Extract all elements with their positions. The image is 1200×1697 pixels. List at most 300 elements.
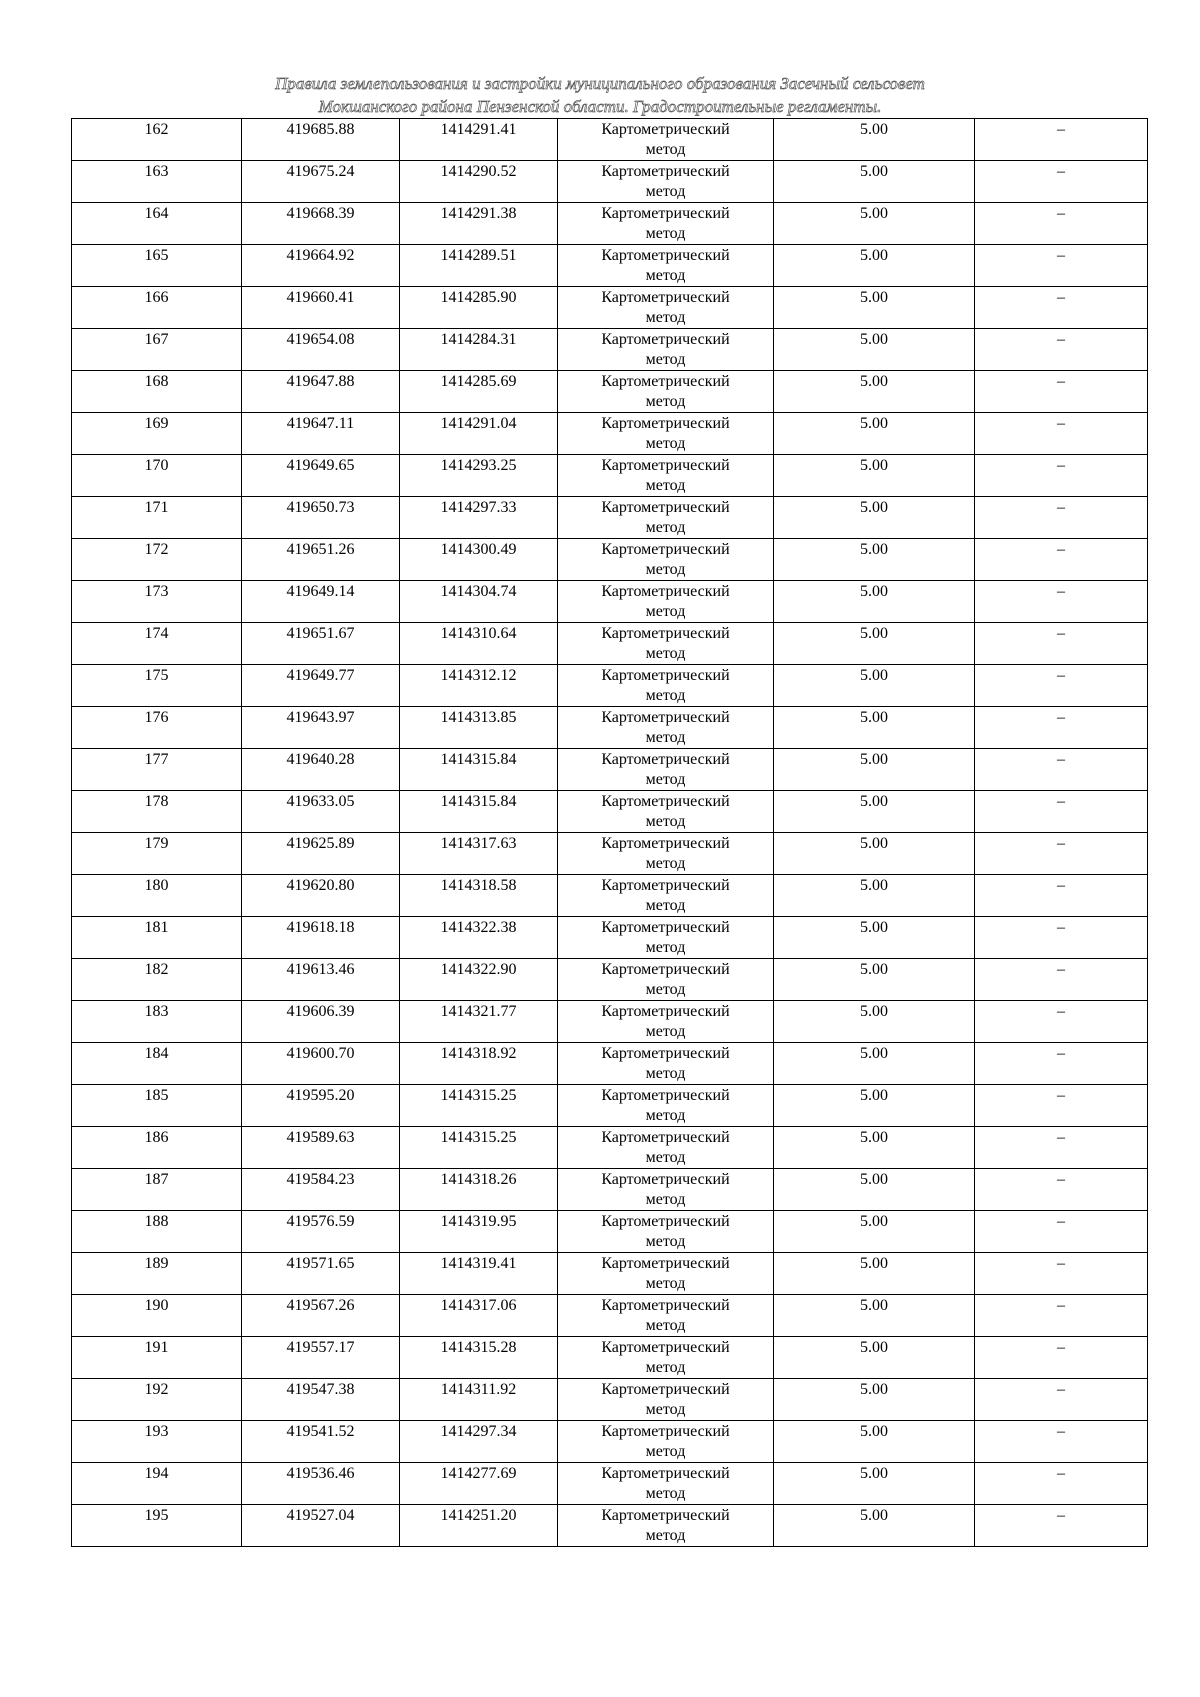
description-cell: –	[975, 539, 1148, 581]
method-line-1: Картометрический	[601, 1003, 730, 1020]
x-coordinate-cell: 419668.39	[242, 203, 400, 245]
x-coordinate-cell: 419647.11	[242, 413, 400, 455]
x-coordinate-cell: 419595.20	[242, 1085, 400, 1127]
accuracy-cell: 5.00	[774, 1379, 975, 1421]
method-line-1: Картометрический	[601, 1339, 730, 1356]
table-row	[72, 1043, 1148, 1085]
table-row	[72, 287, 1148, 329]
method-line-2: метод	[645, 1443, 686, 1460]
method-line-2: метод	[645, 1527, 686, 1544]
method-line-1: Картометрический	[601, 457, 730, 474]
method-line-2: метод	[645, 1149, 686, 1166]
accuracy-cell: 5.00	[774, 749, 975, 791]
table-row	[72, 1169, 1148, 1211]
method-line-2: метод	[645, 351, 686, 368]
y-coordinate-cell: 1414318.26	[400, 1169, 558, 1211]
table-row	[72, 1505, 1148, 1547]
description-cell: –	[975, 623, 1148, 665]
x-coordinate-cell: 419547.38	[242, 1379, 400, 1421]
method-cell	[558, 413, 774, 455]
accuracy-cell: 5.00	[774, 1463, 975, 1505]
method-cell	[558, 1211, 774, 1253]
y-coordinate-cell: 1414315.84	[400, 749, 558, 791]
description-cell: –	[975, 749, 1148, 791]
table-row	[72, 539, 1148, 581]
method-line-1: Картометрический	[601, 1213, 730, 1230]
method-cell	[558, 1085, 774, 1127]
y-coordinate-cell: 1414293.25	[400, 455, 558, 497]
point-number-cell: 168	[72, 371, 242, 413]
y-coordinate-cell: 1414297.34	[400, 1421, 558, 1463]
accuracy-cell: 5.00	[774, 1505, 975, 1547]
method-line-2: метод	[645, 729, 686, 746]
method-cell	[558, 665, 774, 707]
method-line-1: Картометрический	[601, 751, 730, 768]
method-line-2: метод	[645, 897, 686, 914]
accuracy-cell: 5.00	[774, 203, 975, 245]
point-number-cell: 189	[72, 1253, 242, 1295]
method-cell	[558, 539, 774, 581]
y-coordinate-cell: 1414289.51	[400, 245, 558, 287]
accuracy-cell: 5.00	[774, 455, 975, 497]
y-coordinate-cell: 1414291.04	[400, 413, 558, 455]
accuracy-cell: 5.00	[774, 371, 975, 413]
description-cell: –	[975, 161, 1148, 203]
description-cell: –	[975, 497, 1148, 539]
page-header	[0, 72, 1200, 118]
method-line-1: Картометрический	[601, 709, 730, 726]
x-coordinate-cell: 419647.88	[242, 371, 400, 413]
accuracy-cell: 5.00	[774, 1337, 975, 1379]
x-coordinate-cell: 419541.52	[242, 1421, 400, 1463]
method-cell	[558, 1001, 774, 1043]
y-coordinate-cell: 1414321.77	[400, 1001, 558, 1043]
description-cell: –	[975, 1043, 1148, 1085]
table-row	[72, 1295, 1148, 1337]
method-line-2: метод	[645, 477, 686, 494]
x-coordinate-cell: 419664.92	[242, 245, 400, 287]
method-line-1: Картометрический	[601, 499, 730, 516]
x-coordinate-cell: 419576.59	[242, 1211, 400, 1253]
x-coordinate-cell: 419527.04	[242, 1505, 400, 1547]
x-coordinate-cell: 419613.46	[242, 959, 400, 1001]
description-cell: –	[975, 1169, 1148, 1211]
method-cell	[558, 1337, 774, 1379]
method-cell	[558, 287, 774, 329]
method-cell	[558, 1379, 774, 1421]
description-cell: –	[975, 1211, 1148, 1253]
method-cell	[558, 749, 774, 791]
method-line-1: Картометрический	[601, 163, 730, 180]
method-line-1: Картометрический	[601, 583, 730, 600]
method-line-1: Картометрический	[601, 835, 730, 852]
method-cell	[558, 203, 774, 245]
point-number-cell: 177	[72, 749, 242, 791]
x-coordinate-cell: 419589.63	[242, 1127, 400, 1169]
x-coordinate-cell: 419584.23	[242, 1169, 400, 1211]
y-coordinate-cell: 1414312.12	[400, 665, 558, 707]
y-coordinate-cell: 1414300.49	[400, 539, 558, 581]
description-cell: –	[975, 833, 1148, 875]
method-line-2: метод	[645, 645, 686, 662]
table-row	[72, 1085, 1148, 1127]
y-coordinate-cell: 1414277.69	[400, 1463, 558, 1505]
description-cell: –	[975, 791, 1148, 833]
accuracy-cell: 5.00	[774, 959, 975, 1001]
method-line-1: Картометрический	[601, 205, 730, 222]
method-cell	[558, 833, 774, 875]
method-line-1: Картометрический	[601, 961, 730, 978]
description-cell: –	[975, 1085, 1148, 1127]
table-row	[72, 581, 1148, 623]
method-cell	[558, 959, 774, 1001]
x-coordinate-cell: 419536.46	[242, 1463, 400, 1505]
table-row	[72, 329, 1148, 371]
description-cell: –	[975, 455, 1148, 497]
table-row	[72, 665, 1148, 707]
table-row	[72, 875, 1148, 917]
method-line-2: метод	[645, 939, 686, 956]
method-cell	[558, 1043, 774, 1085]
point-number-cell: 179	[72, 833, 242, 875]
method-line-2: метод	[645, 1401, 686, 1418]
y-coordinate-cell: 1414290.52	[400, 161, 558, 203]
y-coordinate-cell: 1414311.92	[400, 1379, 558, 1421]
y-coordinate-cell: 1414310.64	[400, 623, 558, 665]
method-cell	[558, 329, 774, 371]
method-cell	[558, 1127, 774, 1169]
method-line-2: метод	[645, 435, 686, 452]
method-cell	[558, 875, 774, 917]
method-line-1: Картометрический	[601, 247, 730, 264]
table-row	[72, 1463, 1148, 1505]
x-coordinate-cell: 419567.26	[242, 1295, 400, 1337]
method-line-1: Картометрический	[601, 541, 730, 558]
point-number-cell: 191	[72, 1337, 242, 1379]
method-line-1: Картометрический	[601, 1045, 730, 1062]
method-line-1: Картометрический	[601, 415, 730, 432]
point-number-cell: 188	[72, 1211, 242, 1253]
method-line-1: Картометрический	[601, 1507, 730, 1524]
header-line-2: Мокшанского района Пензенской области. Градостроительные регламенты.	[318, 97, 882, 116]
method-line-1: Картометрический	[601, 667, 730, 684]
table-row	[72, 1253, 1148, 1295]
method-cell	[558, 455, 774, 497]
point-number-cell: 163	[72, 161, 242, 203]
point-number-cell: 170	[72, 455, 242, 497]
point-number-cell: 162	[72, 119, 242, 161]
method-line-2: метод	[645, 225, 686, 242]
method-line-2: метод	[645, 1107, 686, 1124]
point-number-cell: 194	[72, 1463, 242, 1505]
y-coordinate-cell: 1414317.63	[400, 833, 558, 875]
method-line-1: Картометрический	[601, 289, 730, 306]
description-cell: –	[975, 1001, 1148, 1043]
accuracy-cell: 5.00	[774, 1085, 975, 1127]
method-cell	[558, 1169, 774, 1211]
y-coordinate-cell: 1414319.41	[400, 1253, 558, 1295]
y-coordinate-cell: 1414291.41	[400, 119, 558, 161]
table-row	[72, 1421, 1148, 1463]
description-cell: –	[975, 1505, 1148, 1547]
y-coordinate-cell: 1414304.74	[400, 581, 558, 623]
x-coordinate-cell: 419633.05	[242, 791, 400, 833]
y-coordinate-cell: 1414285.90	[400, 287, 558, 329]
point-number-cell: 175	[72, 665, 242, 707]
description-cell: –	[975, 1421, 1148, 1463]
method-line-1: Картометрический	[601, 1423, 730, 1440]
accuracy-cell: 5.00	[774, 833, 975, 875]
method-line-2: метод	[645, 183, 686, 200]
table-row	[72, 203, 1148, 245]
method-cell	[558, 497, 774, 539]
x-coordinate-cell: 419606.39	[242, 1001, 400, 1043]
method-cell	[558, 245, 774, 287]
y-coordinate-cell: 1414315.28	[400, 1337, 558, 1379]
method-cell	[558, 119, 774, 161]
x-coordinate-cell: 419571.65	[242, 1253, 400, 1295]
table-row	[72, 455, 1148, 497]
table-row	[72, 413, 1148, 455]
x-coordinate-cell: 419600.70	[242, 1043, 400, 1085]
method-line-1: Картометрический	[601, 1255, 730, 1272]
method-line-2: метод	[645, 1233, 686, 1250]
point-number-cell: 167	[72, 329, 242, 371]
method-line-2: метод	[645, 771, 686, 788]
table-row	[72, 1127, 1148, 1169]
method-line-1: Картометрический	[601, 1297, 730, 1314]
y-coordinate-cell: 1414319.95	[400, 1211, 558, 1253]
description-cell: –	[975, 329, 1148, 371]
method-line-1: Картометрический	[601, 1381, 730, 1398]
method-line-1: Картометрический	[601, 625, 730, 642]
method-line-2: метод	[645, 561, 686, 578]
coordinates-table	[71, 118, 1148, 1547]
table-row	[72, 833, 1148, 875]
method-line-2: метод	[645, 603, 686, 620]
method-line-2: метод	[645, 813, 686, 830]
method-cell	[558, 707, 774, 749]
method-line-2: метод	[645, 1485, 686, 1502]
x-coordinate-cell: 419649.14	[242, 581, 400, 623]
accuracy-cell: 5.00	[774, 1211, 975, 1253]
accuracy-cell: 5.00	[774, 329, 975, 371]
description-cell: –	[975, 203, 1148, 245]
accuracy-cell: 5.00	[774, 1001, 975, 1043]
accuracy-cell: 5.00	[774, 1253, 975, 1295]
description-cell: –	[975, 917, 1148, 959]
method-line-1: Картометрический	[601, 877, 730, 894]
method-line-2: метод	[645, 981, 686, 998]
x-coordinate-cell: 419625.89	[242, 833, 400, 875]
method-cell	[558, 917, 774, 959]
accuracy-cell: 5.00	[774, 1127, 975, 1169]
method-cell	[558, 623, 774, 665]
accuracy-cell: 5.00	[774, 413, 975, 455]
table-row	[72, 707, 1148, 749]
method-line-2: метод	[645, 309, 686, 326]
table-row	[72, 119, 1148, 161]
x-coordinate-cell: 419654.08	[242, 329, 400, 371]
accuracy-cell: 5.00	[774, 497, 975, 539]
method-cell	[558, 1463, 774, 1505]
point-number-cell: 166	[72, 287, 242, 329]
x-coordinate-cell: 419557.17	[242, 1337, 400, 1379]
y-coordinate-cell: 1414318.58	[400, 875, 558, 917]
x-coordinate-cell: 419649.65	[242, 455, 400, 497]
point-number-cell: 176	[72, 707, 242, 749]
point-number-cell: 165	[72, 245, 242, 287]
point-number-cell: 178	[72, 791, 242, 833]
point-number-cell: 171	[72, 497, 242, 539]
table-row	[72, 917, 1148, 959]
accuracy-cell: 5.00	[774, 917, 975, 959]
method-line-2: метод	[645, 1191, 686, 1208]
method-line-1: Картометрический	[601, 331, 730, 348]
description-cell: –	[975, 1295, 1148, 1337]
method-line-2: метод	[645, 1317, 686, 1334]
method-cell	[558, 1295, 774, 1337]
method-cell	[558, 581, 774, 623]
y-coordinate-cell: 1414315.25	[400, 1085, 558, 1127]
point-number-cell: 186	[72, 1127, 242, 1169]
method-line-1: Картометрический	[601, 1465, 730, 1482]
point-number-cell: 184	[72, 1043, 242, 1085]
method-line-1: Картометрический	[601, 373, 730, 390]
y-coordinate-cell: 1414284.31	[400, 329, 558, 371]
method-line-2: метод	[645, 141, 686, 158]
method-line-2: метод	[645, 1023, 686, 1040]
x-coordinate-cell: 419649.77	[242, 665, 400, 707]
method-cell	[558, 1421, 774, 1463]
point-number-cell: 195	[72, 1505, 242, 1547]
accuracy-cell: 5.00	[774, 1043, 975, 1085]
description-cell: –	[975, 119, 1148, 161]
x-coordinate-cell: 419620.80	[242, 875, 400, 917]
accuracy-cell: 5.00	[774, 623, 975, 665]
y-coordinate-cell: 1414315.25	[400, 1127, 558, 1169]
description-cell: –	[975, 245, 1148, 287]
point-number-cell: 192	[72, 1379, 242, 1421]
point-number-cell: 183	[72, 1001, 242, 1043]
table-row	[72, 1001, 1148, 1043]
point-number-cell: 180	[72, 875, 242, 917]
method-line-2: метод	[645, 1275, 686, 1292]
table-row	[72, 959, 1148, 1001]
point-number-cell: 181	[72, 917, 242, 959]
y-coordinate-cell: 1414322.90	[400, 959, 558, 1001]
table-row	[72, 1379, 1148, 1421]
x-coordinate-cell: 419685.88	[242, 119, 400, 161]
point-number-cell: 187	[72, 1169, 242, 1211]
x-coordinate-cell: 419650.73	[242, 497, 400, 539]
point-number-cell: 182	[72, 959, 242, 1001]
accuracy-cell: 5.00	[774, 245, 975, 287]
x-coordinate-cell: 419651.26	[242, 539, 400, 581]
description-cell: –	[975, 287, 1148, 329]
coordinates-table-body	[72, 119, 1148, 1547]
x-coordinate-cell: 419640.28	[242, 749, 400, 791]
y-coordinate-cell: 1414285.69	[400, 371, 558, 413]
method-line-1: Картометрический	[601, 1129, 730, 1146]
x-coordinate-cell: 419660.41	[242, 287, 400, 329]
accuracy-cell: 5.00	[774, 119, 975, 161]
description-cell: –	[975, 875, 1148, 917]
point-number-cell: 172	[72, 539, 242, 581]
method-line-2: метод	[645, 687, 686, 704]
description-cell: –	[975, 1379, 1148, 1421]
accuracy-cell: 5.00	[774, 875, 975, 917]
y-coordinate-cell: 1414317.06	[400, 1295, 558, 1337]
point-number-cell: 164	[72, 203, 242, 245]
method-line-1: Картометрический	[601, 121, 730, 138]
point-number-cell: 173	[72, 581, 242, 623]
method-line-2: метод	[645, 855, 686, 872]
description-cell: –	[975, 1253, 1148, 1295]
table-row	[72, 161, 1148, 203]
description-cell: –	[975, 707, 1148, 749]
description-cell: –	[975, 959, 1148, 1001]
accuracy-cell: 5.00	[774, 287, 975, 329]
y-coordinate-cell: 1414291.38	[400, 203, 558, 245]
method-line-2: метод	[645, 267, 686, 284]
method-line-1: Картометрический	[601, 793, 730, 810]
method-cell	[558, 371, 774, 413]
accuracy-cell: 5.00	[774, 1169, 975, 1211]
accuracy-cell: 5.00	[774, 581, 975, 623]
description-cell: –	[975, 581, 1148, 623]
accuracy-cell: 5.00	[774, 791, 975, 833]
table-row	[72, 371, 1148, 413]
table-row	[72, 1337, 1148, 1379]
accuracy-cell: 5.00	[774, 161, 975, 203]
point-number-cell: 193	[72, 1421, 242, 1463]
x-coordinate-cell: 419651.67	[242, 623, 400, 665]
header-line-1: Правила землепользования и застройки муниципального образования Засечный сельсовет	[275, 74, 925, 93]
accuracy-cell: 5.00	[774, 707, 975, 749]
method-line-1: Картометрический	[601, 1087, 730, 1104]
table-row	[72, 749, 1148, 791]
accuracy-cell: 5.00	[774, 1295, 975, 1337]
y-coordinate-cell: 1414322.38	[400, 917, 558, 959]
table-row	[72, 245, 1148, 287]
method-cell	[558, 1253, 774, 1295]
table-row	[72, 791, 1148, 833]
x-coordinate-cell: 419675.24	[242, 161, 400, 203]
point-number-cell: 185	[72, 1085, 242, 1127]
description-cell: –	[975, 1337, 1148, 1379]
y-coordinate-cell: 1414313.85	[400, 707, 558, 749]
description-cell: –	[975, 371, 1148, 413]
y-coordinate-cell: 1414297.33	[400, 497, 558, 539]
method-cell	[558, 791, 774, 833]
description-cell: –	[975, 1463, 1148, 1505]
method-line-1: Картометрический	[601, 919, 730, 936]
point-number-cell: 174	[72, 623, 242, 665]
description-cell: –	[975, 1127, 1148, 1169]
accuracy-cell: 5.00	[774, 665, 975, 707]
x-coordinate-cell: 419618.18	[242, 917, 400, 959]
method-line-2: метод	[645, 519, 686, 536]
description-cell: –	[975, 665, 1148, 707]
method-line-2: метод	[645, 1359, 686, 1376]
y-coordinate-cell: 1414318.92	[400, 1043, 558, 1085]
table-row	[72, 623, 1148, 665]
accuracy-cell: 5.00	[774, 1421, 975, 1463]
table-row	[72, 1211, 1148, 1253]
point-number-cell: 190	[72, 1295, 242, 1337]
method-cell	[558, 161, 774, 203]
